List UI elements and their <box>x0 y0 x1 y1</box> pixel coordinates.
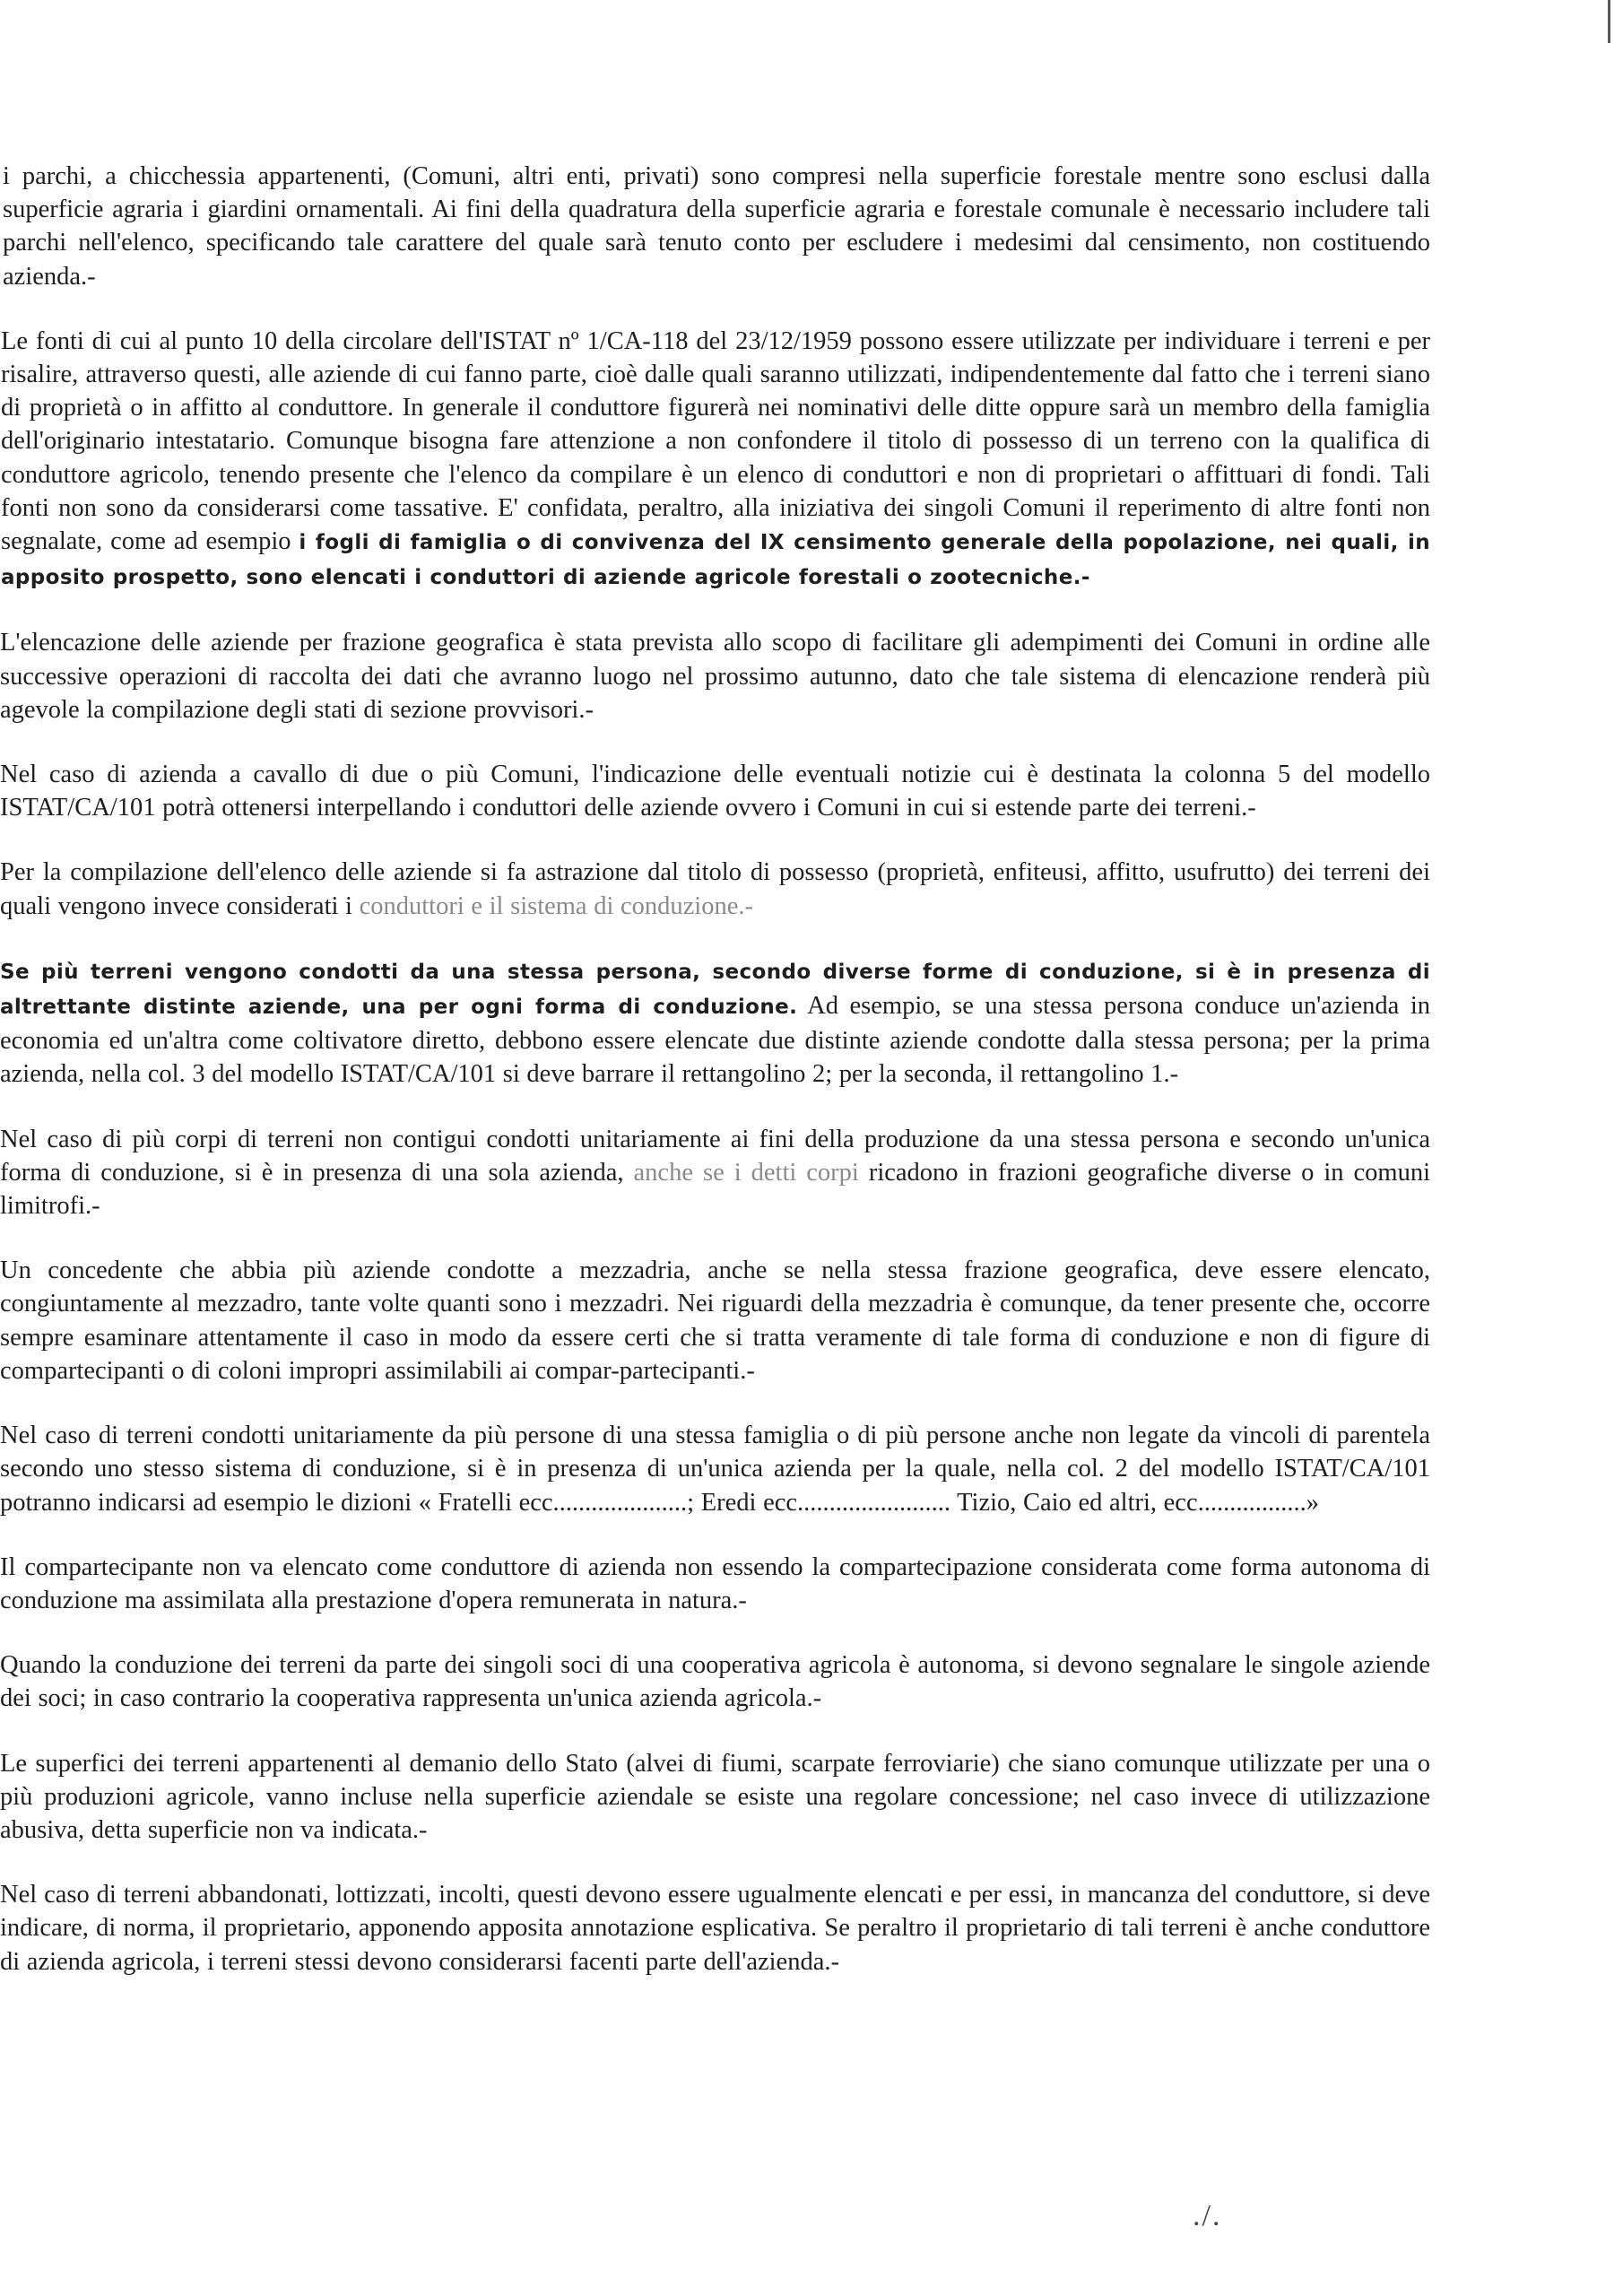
paragraph-text-segment: anche se i detti corpi <box>633 1158 859 1187</box>
paragraph-text-segment: Nel caso di terreni condotti unitariamente da più persone di una stessa famiglia o di più persone anche non legate da vincoli di parentela secondo uno stesso sistema di conduzione, si è in presenza di un'unica azienda per la quale, nella col. 2 del modello ISTAT/CA/101 potranno indicarsi ad esempio le dizioni « Fratelli ecc.....................; Eredi ecc........................ Tizio, Caio ed altri, ecc.................» <box>0 1422 1430 1517</box>
paragraph-text-segment: Nel caso di terreni abbandonati, lottizzati, incolti, questi devono essere ugualmente elencati e per essi, in mancanza del conduttore, si deve indicare, di norma, il proprietario, apponendo apposita annotazione esplicativa. Se peraltro il proprietario di tali terreni è anche conduttore di azienda agricola, i terreni stessi devono considerarsi facenti parte dell'azienda.- <box>0 1881 1430 1976</box>
continuation-mark: ./. <box>1193 2199 1222 2232</box>
paragraph-p09 <box>0 1419 1430 1519</box>
document-page <box>0 160 1430 2010</box>
paragraph-p06 <box>0 954 1430 1091</box>
paragraph-text-segment: Le superfici dei terreni appartenenti al demanio dello Stato (alvei di fiumi, scarpate ferroviarie) che siano comunque utilizzate per una o più produzioni agricole, vanno incluse nella superficie aziendale se esiste una regolare concessione; nel caso invece di utilizzazione abusiva, detta superficie non va indicata.- <box>0 1749 1430 1844</box>
paragraph-p01 <box>0 160 1430 293</box>
paragraph-text-segment: Nel caso di più corpi di terreni non contigui condotti unitariamente ai fini della produzione da una stessa persona e secondo un'unica forma di conduzione, si è in presenza di una sola azienda, <box>0 1125 1430 1187</box>
paragraph-text-segment: i parchi, a chicchessia appartenenti, (Comuni, altri enti, privati) sono compresi nella superficie forestale mentre sono esclusi dalla superficie agraria i giardini ornamentali. Ai fini della quadratura della superficie agraria e forestale comunale è necessario includere tali parchi nell'elenco, specificando tale carattere del quale sarà tenuto conto per escludere i medesimi dal censimento, non costituendo azienda.- <box>3 162 1430 291</box>
paragraph-p08 <box>0 1254 1430 1387</box>
paragraph-text-segment: Le fonti di cui al punto 10 della circolare dell'ISTAT nº 1/CA-118 del 23/12/1959 possono essere utilizzate per individuare i terreni e per risalire, attraverso questi, alle aziende di cui fanno parte, cioè dalle quali saranno utilizzati, indipendentemente dal fatto che i terreni siano di proprietà o in affitto al conduttore. In generale il conduttore figurerà nei nominativi delle ditte oppure sarà un membro della famiglia dell'originario intestatario. Comunque bisogna fare attenzione a non confondere il titolo di possesso di un terreno con la qualifica di conduttore agricolo, tenendo presente che l'elenco da compilare è un elenco di conduttori e non di proprietari o affittuari di fondi. Tali fonti non sono da considerarsi come tassative. E' confidata, peraltro, alla iniziativa dei singoli Comuni il reperimento di altre fonti non segnalate, come ad esempio <box>1 326 1430 556</box>
paragraph-text-segment: Ad esempio, se una stessa persona conduce un'azienda in economia ed un'altra come coltivatore diretto, debbono essere elencate due distinte aziende condotte dalla stessa persona; per la prima azienda, nella col. 3 del modello ISTAT/CA/101 si deve barrare il rettangolino 2; per la seconda, il rettangolino 1.- <box>0 992 1430 1089</box>
paragraph-p10 <box>0 1551 1430 1617</box>
paragraph-text-segment: ricadono in frazioni geografiche diverse o in comuni limitrofi.- <box>0 1158 1430 1221</box>
paragraph-p02 <box>0 325 1430 596</box>
paragraph-p13 <box>0 1878 1430 1979</box>
paragraph-text-segment: i fogli di famiglia o di convivenza del IX censimento generale della popolazione, nei quali, in apposito prospetto, sono elencati i conduttori di aziende agricole forestali o zootecniche.- <box>1 531 1431 590</box>
paragraph-p07 <box>0 1123 1430 1223</box>
paragraph-p11 <box>0 1648 1430 1715</box>
paragraph-text-segment: Il compartecipante non va elencato come conduttore di azienda non essendo la compartecipazione considerata come forma autonoma di conduzione ma assimilata alla prestazione d'opera remunerata in natura.- <box>0 1552 1430 1614</box>
paragraph-p04 <box>0 758 1430 824</box>
paragraph-text-segment: Per la compilazione dell'elenco delle aziende si fa astrazione dal titolo di possesso (proprietà, enfiteusi, affitto, usufrutto) dei terreni dei quali vengono invece considerati i <box>0 858 1430 920</box>
paragraph-p03 <box>0 626 1430 726</box>
paragraph-text-segment: Nel caso di azienda a cavallo di due o più Comuni, l'indicazione delle eventuali notizie cui è destinata la colonna 5 del modello ISTAT/CA/101 potrà ottenersi interpellando i conduttori delle aziende ovvero i Comuni in cui si estende parte dei terreni.- <box>0 761 1430 822</box>
paragraph-text-segment: Un concedente che abbia più aziende condotte a mezzadria, anche se nella stessa frazione geografica, deve essere elencato, congiuntamente al mezzadro, tante volte quanti sono i mezzadri. Nei riguardi della mezzadria è comunque, da tener presente che, occorre sempre esaminare attentamente il caso in modo da essere certi che si tratta veramente di tale forma di conduzione e non di figure di compartecipanti o di coloni impropri assimilabili ai compar-partecipanti.- <box>0 1257 1430 1385</box>
paragraph-text-segment: Quando la conduzione dei terreni da parte dei singoli soci di una cooperativa agricola è autonoma, si devono segnalare le singole aziende dei soci; in caso contrario la cooperativa rappresenta un'unica azienda agricola.- <box>0 1651 1430 1713</box>
paragraph-text-segment: L'elencazione delle aziende per frazione geografica è stata prevista allo scopo di facilitare gli adempimenti dei Comuni in ordine alle successive operazioni di raccolta dei dati che avranno luogo nel prossimo autunno, dato che tale sistema di elencazione renderà più agevole la compilazione degli stati di sezione provvisori.- <box>0 629 1430 724</box>
paragraph-p05 <box>0 856 1430 922</box>
paragraph-p12 <box>0 1747 1430 1848</box>
paragraph-text-segment: Se più terreni vengono condotti da una stessa persona, secondo diverse forme di conduzione, si è in presenza di altrettante distinte aziende, una per ogni forma di conduzione. <box>0 960 1430 1020</box>
scan-edge-line <box>1608 0 1610 43</box>
paragraph-text-segment: conduttori e il sistema di conduzione.- <box>359 891 753 920</box>
